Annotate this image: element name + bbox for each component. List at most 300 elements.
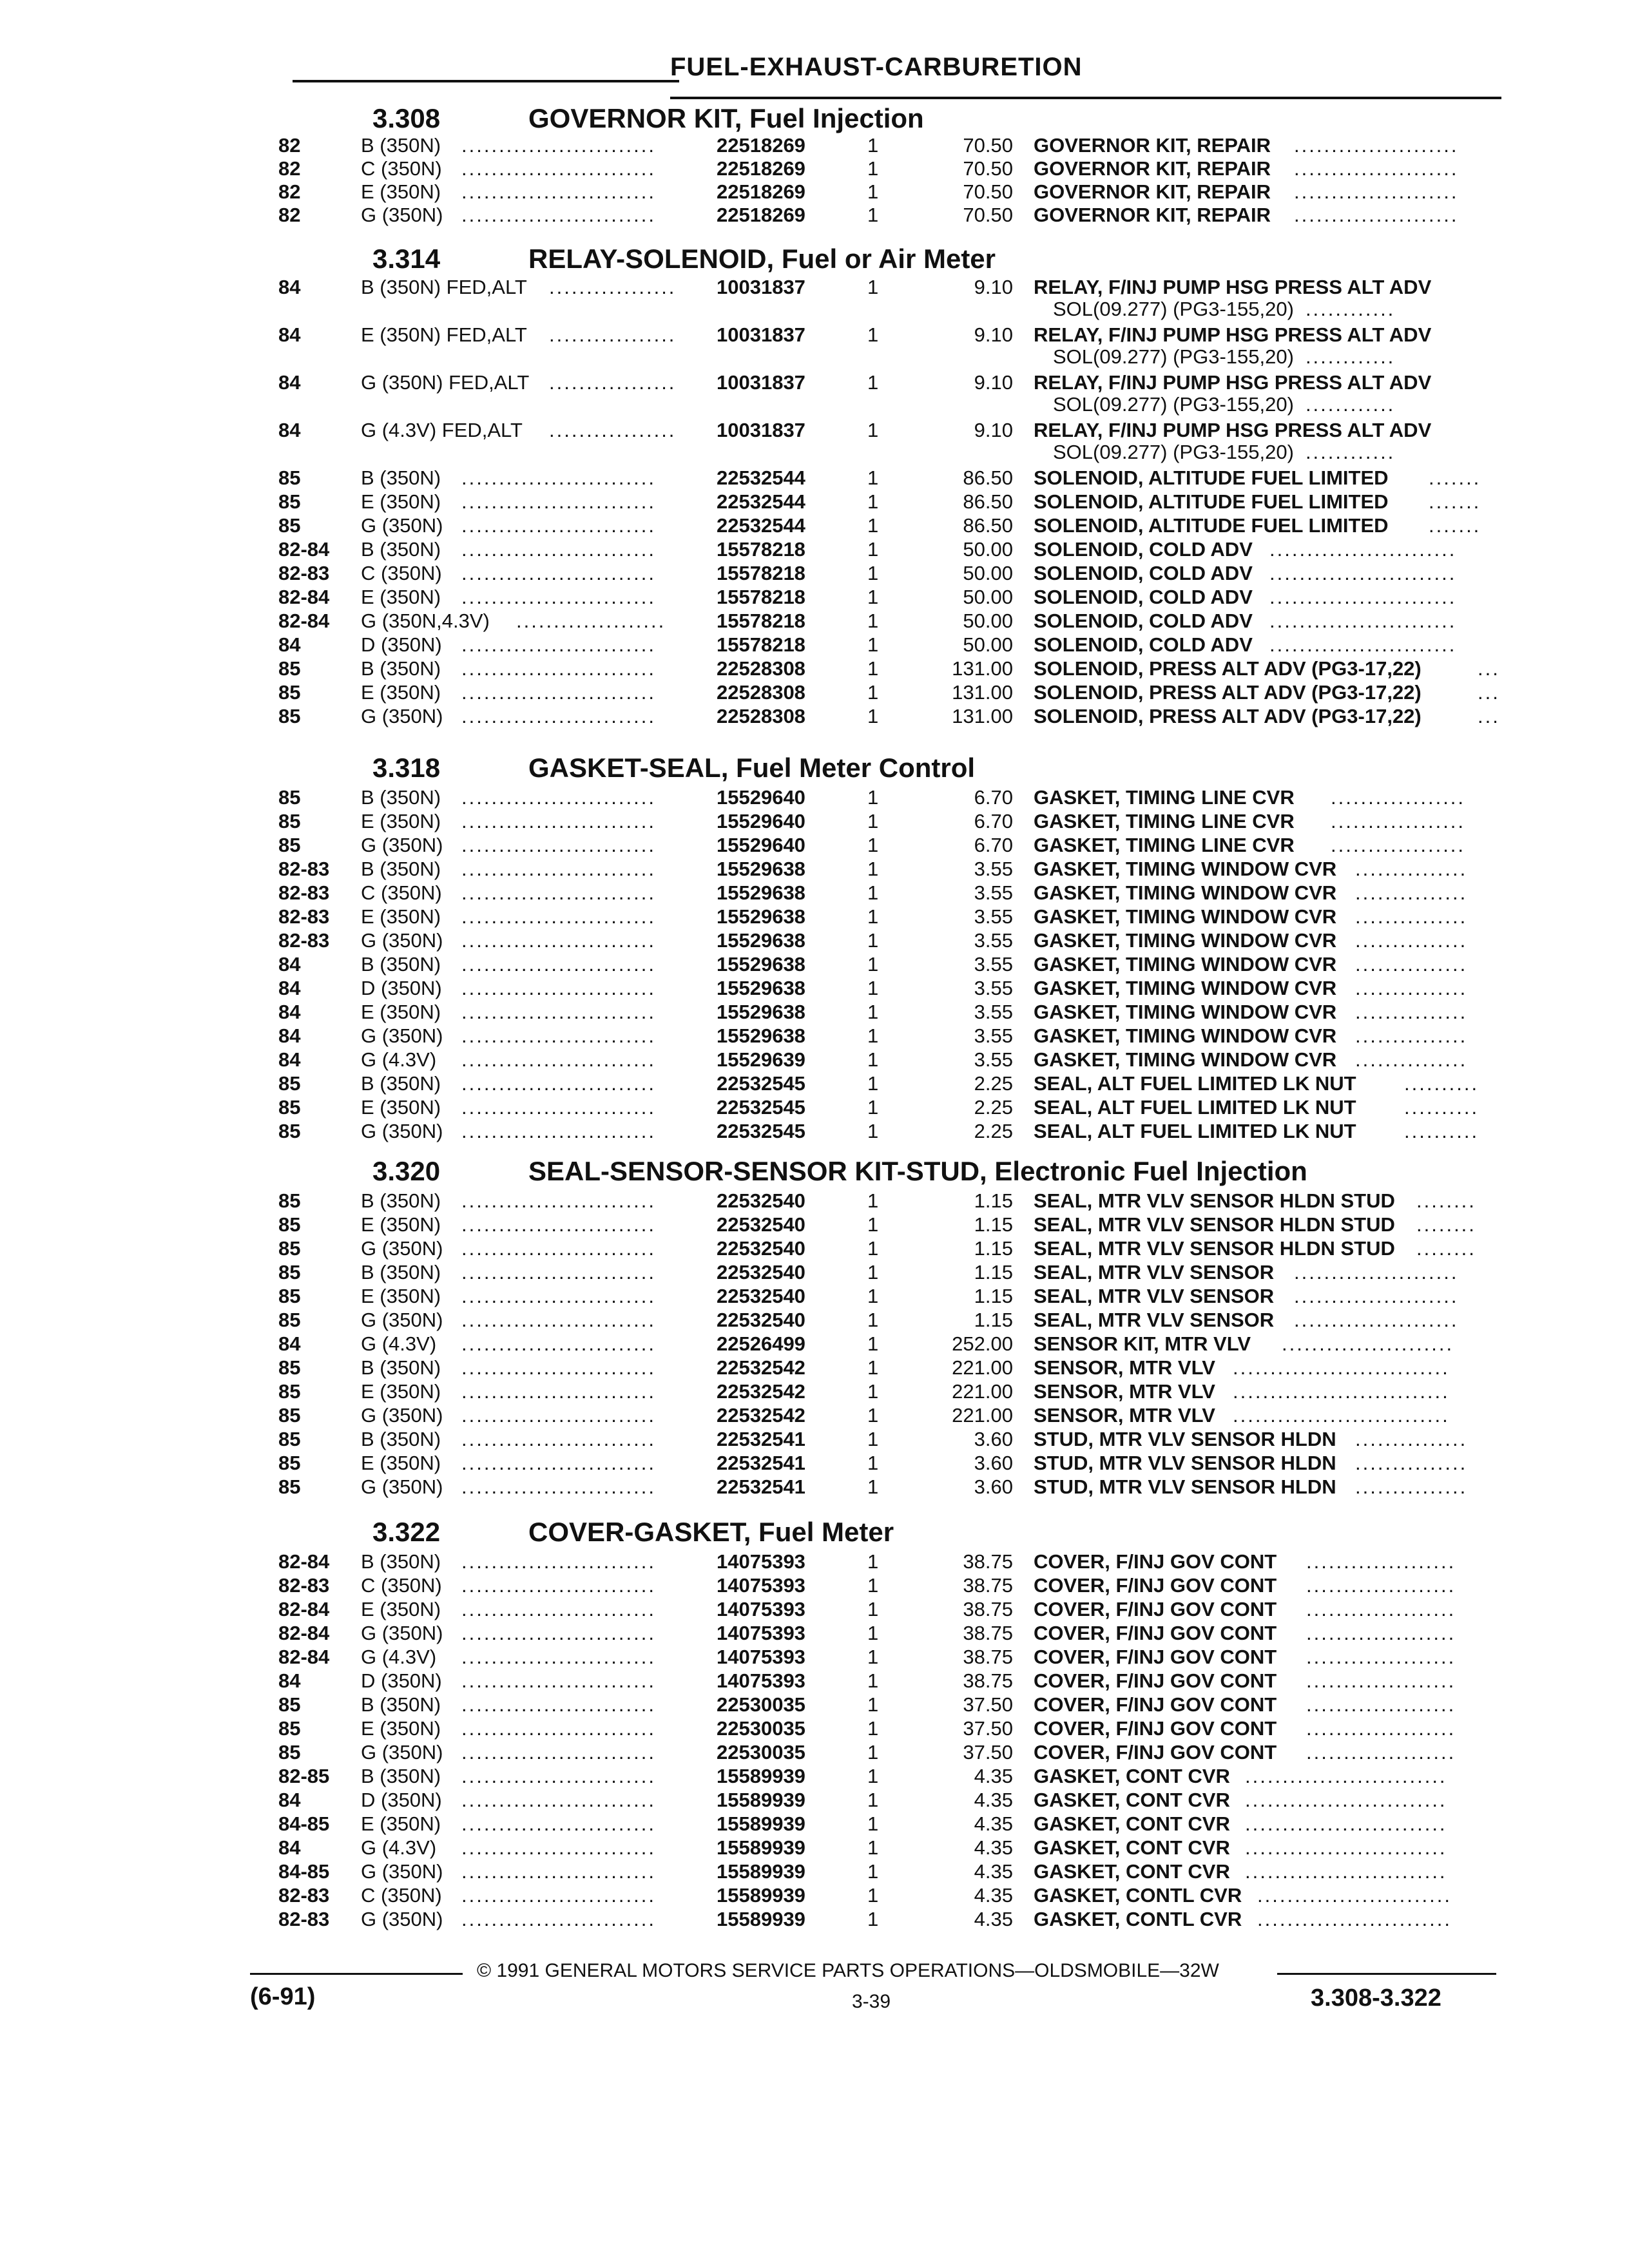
description-line-2: SOL(09.277) (PG3-155,20) (1053, 441, 1294, 463)
leader-dots: ...................... (1294, 180, 1459, 203)
table-row (0, 276, 1629, 299)
application: G (350N) (361, 1475, 443, 1498)
price: 50.00 (963, 610, 1013, 632)
model-year: 85 (278, 1428, 301, 1450)
quantity: 1 (867, 1285, 879, 1307)
footer-section-range: 3.308-3.322 (1311, 1984, 1441, 2012)
description-continuation (1053, 298, 1395, 321)
description: STUD, MTR VLV SENSOR HLDN (1034, 1452, 1336, 1474)
leader-dots: ............ (1305, 298, 1396, 320)
part-number: 22532540 (717, 1237, 805, 1260)
part-number: 15529638 (717, 953, 805, 975)
price: 2.25 (974, 1096, 1013, 1119)
leader-dots: ........................... (1245, 1812, 1447, 1835)
application: C (350N) (361, 1884, 442, 1907)
part-number: 22532542 (717, 1380, 805, 1403)
application: B (350N) (361, 1072, 441, 1095)
leader-dots: .......................... (461, 1550, 656, 1573)
application: B (350N) (361, 1428, 441, 1450)
part-number: 15589939 (717, 1908, 805, 1930)
leader-dots: .......................... (461, 180, 656, 203)
model-year: 84 (278, 371, 301, 394)
application: E (350N) (361, 1096, 441, 1119)
price: 70.50 (963, 134, 1013, 157)
quantity: 1 (867, 204, 879, 226)
leader-dots: .......................... (461, 1908, 656, 1930)
application: B (350N) (361, 1261, 441, 1283)
table-row (0, 204, 1629, 227)
leader-dots: ............ (1305, 345, 1396, 368)
description: COVER, F/INJ GOV CONT (1034, 1574, 1277, 1597)
model-year: 85 (278, 681, 301, 704)
leader-dots: .................... (1306, 1598, 1456, 1620)
table-row (0, 953, 1629, 976)
quantity: 1 (867, 834, 879, 856)
leader-dots: .......................... (461, 1812, 656, 1835)
leader-dots: .......................... (461, 1574, 656, 1597)
leader-dots: .......................... (1257, 1884, 1452, 1907)
model-year: 82-83 (278, 1574, 330, 1597)
table-row (0, 514, 1629, 537)
model-year: 82 (278, 134, 301, 157)
leader-dots: .......................... (461, 858, 656, 880)
model-year: 84 (278, 1669, 301, 1692)
description: RELAY, F/INJ PUMP HSG PRESS ALT ADV (1034, 276, 1432, 298)
application: B (350N) (361, 1765, 441, 1787)
leader-dots: ............... (1355, 1048, 1468, 1071)
model-year: 82-84 (278, 610, 330, 632)
model-year: 85 (278, 1189, 301, 1212)
leader-dots: .......................... (461, 681, 656, 704)
part-number: 22518269 (717, 204, 805, 226)
table-row (0, 1646, 1629, 1669)
leader-dots: .......................... (461, 1884, 656, 1907)
quantity: 1 (867, 1428, 879, 1450)
application: B (350N) (361, 657, 441, 680)
price: 1.15 (974, 1285, 1013, 1307)
leader-dots: ............... (1355, 953, 1468, 975)
part-number: 14075393 (717, 1574, 805, 1597)
leader-dots: .......................... (461, 1024, 656, 1047)
leader-dots: .................... (1306, 1574, 1456, 1597)
model-year: 85 (278, 490, 301, 513)
table-row (0, 1836, 1629, 1860)
model-year: 84-85 (278, 1860, 330, 1883)
model-year: 85 (278, 1096, 301, 1119)
part-number: 22532544 (717, 490, 805, 513)
model-year: 82-83 (278, 881, 330, 904)
leader-dots: ......................... (1269, 562, 1457, 584)
quantity: 1 (867, 610, 879, 632)
price: 6.70 (974, 834, 1013, 856)
model-year: 84 (278, 1001, 301, 1023)
quantity: 1 (867, 1860, 879, 1883)
part-number: 14075393 (717, 1598, 805, 1620)
description: COVER, F/INJ GOV CONT (1034, 1622, 1277, 1644)
price: 4.35 (974, 1789, 1013, 1811)
leader-dots: ............... (1355, 1024, 1468, 1047)
price: 37.50 (963, 1717, 1013, 1740)
quantity: 1 (867, 1261, 879, 1283)
table-row (0, 1024, 1629, 1048)
leader-dots: ................. (549, 419, 677, 441)
leader-dots: ............................. (1233, 1380, 1450, 1403)
model-year: 85 (278, 1309, 301, 1331)
description-line-2: SOL(09.277) (PG3-155,20) (1053, 298, 1294, 320)
description: GASKET, TIMING WINDOW CVR (1034, 905, 1337, 928)
quantity: 1 (867, 514, 879, 537)
application: E (350N) (361, 1452, 441, 1474)
leader-dots: .......................... (461, 1622, 656, 1644)
part-number: 22532542 (717, 1404, 805, 1427)
part-number: 15529639 (717, 1048, 805, 1071)
table-row (0, 681, 1629, 704)
price: 1.15 (974, 1309, 1013, 1331)
leader-dots: .......................... (461, 633, 656, 656)
quantity: 1 (867, 466, 879, 489)
quantity: 1 (867, 1452, 879, 1474)
leader-dots: ........................... (1245, 1789, 1447, 1811)
leader-dots: .......................... (461, 1261, 656, 1283)
table-row (0, 1717, 1629, 1740)
description: SEAL, MTR VLV SENSOR (1034, 1285, 1275, 1307)
part-number: 15529640 (717, 786, 805, 809)
leader-dots: ....... (1429, 514, 1481, 537)
model-year: 82-84 (278, 1598, 330, 1620)
description: GASKET, TIMING WINDOW CVR (1034, 953, 1337, 975)
table-row (0, 1574, 1629, 1597)
model-year: 85 (278, 1261, 301, 1283)
description: SOLENOID, COLD ADV (1034, 586, 1253, 608)
description: GOVERNOR KIT, REPAIR (1034, 157, 1271, 180)
application: D (350N) (361, 633, 442, 656)
quantity: 1 (867, 1001, 879, 1023)
quantity: 1 (867, 157, 879, 180)
footer-copyright: © 1991 GENERAL MOTORS SERVICE PARTS OPERATIONS—OLDSMOBILE—32W (477, 1960, 1219, 1981)
quantity: 1 (867, 929, 879, 952)
table-row (0, 562, 1629, 585)
leader-dots: ............... (1355, 1428, 1468, 1450)
model-year: 82-83 (278, 562, 330, 584)
leader-dots: .......................... (461, 490, 656, 513)
leader-dots: .......................... (461, 929, 656, 952)
table-row (0, 858, 1629, 881)
leader-dots: ... (1478, 657, 1500, 680)
leader-dots: .................... (1306, 1669, 1456, 1692)
price: 252.00 (952, 1332, 1013, 1355)
table-row (0, 1452, 1629, 1475)
price: 86.50 (963, 466, 1013, 489)
description: COVER, F/INJ GOV CONT (1034, 1717, 1277, 1740)
part-number: 22532540 (717, 1309, 805, 1331)
part-number: 22532545 (717, 1120, 805, 1142)
table-row (0, 657, 1629, 680)
leader-dots: .......................... (461, 1285, 656, 1307)
application: G (350N,4.3V) (361, 610, 490, 632)
leader-dots: .......................... (461, 466, 656, 489)
leader-dots: .......... (1404, 1072, 1480, 1095)
part-number: 22530035 (717, 1717, 805, 1740)
price: 131.00 (952, 681, 1013, 704)
application: C (350N) (361, 1574, 442, 1597)
leader-dots: ............ (1305, 441, 1396, 463)
quantity: 1 (867, 323, 879, 346)
description-line-2: SOL(09.277) (PG3-155,20) (1053, 393, 1294, 416)
quantity: 1 (867, 1622, 879, 1644)
application: E (350N) (361, 1285, 441, 1307)
table-row (0, 134, 1629, 157)
part-number: 22518269 (717, 180, 805, 203)
model-year: 84 (278, 276, 301, 298)
quantity: 1 (867, 1189, 879, 1212)
price: 86.50 (963, 490, 1013, 513)
leader-dots: .......................... (461, 1693, 656, 1716)
application: G (4.3V) (361, 1646, 437, 1668)
quantity: 1 (867, 276, 879, 298)
leader-dots: .................... (1306, 1693, 1456, 1716)
part-number: 22532541 (717, 1475, 805, 1498)
quantity: 1 (867, 1309, 879, 1331)
leader-dots: .......................... (461, 657, 656, 680)
application: E (350N) (361, 1812, 441, 1835)
price: 221.00 (952, 1356, 1013, 1379)
model-year: 82-83 (278, 905, 330, 928)
table-row (0, 1309, 1629, 1332)
quantity: 1 (867, 538, 879, 561)
leader-dots: .......................... (461, 1309, 656, 1331)
leader-dots: .................. (1331, 810, 1466, 832)
leader-dots: ....................... (1282, 1332, 1454, 1355)
leader-dots: .................. (1331, 786, 1466, 809)
leader-dots: .......................... (461, 1356, 656, 1379)
leader-dots: ...................... (1294, 1261, 1459, 1283)
price: 50.00 (963, 586, 1013, 608)
part-number: 15529638 (717, 977, 805, 999)
quantity: 1 (867, 633, 879, 656)
table-row (0, 1404, 1629, 1427)
quantity: 1 (867, 905, 879, 928)
description: SEAL, MTR VLV SENSOR (1034, 1261, 1275, 1283)
model-year: 82-84 (278, 586, 330, 608)
leader-dots: .......................... (461, 977, 656, 999)
description: GASKET, CONTL CVR (1034, 1884, 1242, 1907)
model-year: 84 (278, 1332, 301, 1355)
model-year: 84 (278, 419, 301, 441)
model-year: 84 (278, 633, 301, 656)
application: E (350N) (361, 1380, 441, 1403)
part-number: 15529638 (717, 858, 805, 880)
price: 4.35 (974, 1765, 1013, 1787)
part-number: 15589939 (717, 1812, 805, 1835)
part-number: 22532545 (717, 1096, 805, 1119)
description: GASKET, TIMING WINDOW CVR (1034, 929, 1337, 952)
description: GASKET, CONT CVR (1034, 1765, 1230, 1787)
application: B (350N) (361, 538, 441, 561)
leader-dots: ....... (1429, 466, 1481, 489)
part-number: 15529638 (717, 905, 805, 928)
table-row (0, 1001, 1629, 1024)
price: 86.50 (963, 514, 1013, 537)
section-number: 3.318 (372, 753, 441, 783)
section-number: 3.308 (372, 103, 441, 133)
quantity: 1 (867, 1332, 879, 1355)
quantity: 1 (867, 681, 879, 704)
leader-dots: .......................... (461, 1717, 656, 1740)
description: RELAY, F/INJ PUMP HSG PRESS ALT ADV (1034, 371, 1432, 394)
price: 2.25 (974, 1072, 1013, 1095)
table-row (0, 1189, 1629, 1213)
application: C (350N) (361, 881, 442, 904)
description: SEAL, MTR VLV SENSOR (1034, 1309, 1275, 1331)
model-year: 84 (278, 977, 301, 999)
table-row (0, 1884, 1629, 1907)
leader-dots: ... (1478, 705, 1500, 727)
table-row (0, 881, 1629, 905)
leader-dots: .......................... (461, 1072, 656, 1095)
description: SOLENOID, PRESS ALT ADV (PG3-17,22) (1034, 681, 1422, 704)
table-row (0, 786, 1629, 809)
application: B (350N) (361, 1356, 441, 1379)
description: SEAL, MTR VLV SENSOR HLDN STUD (1034, 1189, 1395, 1212)
application: E (350N) (361, 681, 441, 704)
model-year: 85 (278, 1213, 301, 1236)
table-row (0, 1812, 1629, 1836)
leader-dots: ...................... (1294, 1309, 1459, 1331)
quantity: 1 (867, 1765, 879, 1787)
application: G (350N) (361, 514, 443, 537)
table-row (0, 1285, 1629, 1308)
description: SENSOR, MTR VLV (1034, 1356, 1215, 1379)
model-year: 85 (278, 1072, 301, 1095)
application: G (4.3V) (361, 1048, 437, 1071)
price: 9.10 (974, 371, 1013, 394)
application: G (350N) (361, 1120, 443, 1142)
table-row (0, 1908, 1629, 1931)
part-number: 15529638 (717, 929, 805, 952)
quantity: 1 (867, 1598, 879, 1620)
footer-rule-right (1277, 1973, 1496, 1975)
leader-dots: .......................... (461, 905, 656, 928)
leader-dots: ....... (1429, 490, 1481, 513)
table-row (0, 929, 1629, 952)
description: GASKET, CONT CVR (1034, 1836, 1230, 1859)
description: GASKET, TIMING LINE CVR (1034, 810, 1295, 832)
quantity: 1 (867, 1024, 879, 1047)
table-row (0, 1789, 1629, 1812)
section-heading (0, 1517, 1629, 1548)
price: 1.15 (974, 1237, 1013, 1260)
leader-dots: .................... (516, 610, 666, 632)
table-row (0, 466, 1629, 490)
part-number: 22532541 (717, 1452, 805, 1474)
table-row (0, 1550, 1629, 1573)
leader-dots: .................... (1306, 1717, 1456, 1740)
description: COVER, F/INJ GOV CONT (1034, 1646, 1277, 1668)
model-year: 85 (278, 1380, 301, 1403)
price: 2.25 (974, 1120, 1013, 1142)
leader-dots: ........ (1416, 1237, 1476, 1260)
section-title: SEAL-SENSOR-SENSOR KIT-STUD, Electronic Fuel Injection (528, 1156, 1307, 1186)
table-row (0, 1475, 1629, 1499)
table-row (0, 1598, 1629, 1621)
table-row (0, 1072, 1629, 1095)
price: 3.55 (974, 881, 1013, 904)
footer-rule-left (250, 1973, 463, 1975)
description: SOLENOID, PRESS ALT ADV (PG3-17,22) (1034, 657, 1422, 680)
section-number: 3.320 (372, 1156, 441, 1186)
description: SOLENOID, ALTITUDE FUEL LIMITED (1034, 490, 1389, 513)
table-row (0, 586, 1629, 609)
section-title: COVER-GASKET, Fuel Meter (528, 1517, 894, 1547)
leader-dots: ......................... (1269, 586, 1457, 608)
section-heading (0, 244, 1629, 274)
price: 37.50 (963, 1693, 1013, 1716)
model-year: 84-85 (278, 1812, 330, 1835)
price: 50.00 (963, 538, 1013, 561)
leader-dots: ... (1478, 681, 1500, 704)
application: G (350N) (361, 1237, 443, 1260)
description-line-2: SOL(09.277) (PG3-155,20) (1053, 345, 1294, 368)
table-row (0, 1332, 1629, 1356)
application: G (350N) (361, 1404, 443, 1427)
part-number: 15589939 (717, 1765, 805, 1787)
leader-dots: .......................... (461, 1404, 656, 1427)
leader-dots: .................... (1306, 1646, 1456, 1668)
part-number: 22528308 (717, 705, 805, 727)
leader-dots: .......................... (1257, 1908, 1452, 1930)
model-year: 85 (278, 657, 301, 680)
part-number: 10031837 (717, 323, 805, 346)
description: COVER, F/INJ GOV CONT (1034, 1741, 1277, 1763)
description: GASKET, TIMING WINDOW CVR (1034, 1001, 1337, 1023)
leader-dots: .................. (1331, 834, 1466, 856)
application: B (350N) (361, 858, 441, 880)
part-number: 22528308 (717, 681, 805, 704)
leader-dots: ........ (1416, 1189, 1476, 1212)
price: 3.55 (974, 1024, 1013, 1047)
leader-dots: .......................... (461, 1598, 656, 1620)
description: GASKET, TIMING LINE CVR (1034, 786, 1295, 809)
leader-dots: .......................... (461, 157, 656, 180)
description: GASKET, TIMING WINDOW CVR (1034, 977, 1337, 999)
description: SEAL, ALT FUEL LIMITED LK NUT (1034, 1072, 1356, 1095)
description: GASKET, CONTL CVR (1034, 1908, 1242, 1930)
part-number: 22532544 (717, 466, 805, 489)
leader-dots: ...................... (1294, 134, 1459, 157)
leader-dots: .......... (1404, 1120, 1480, 1142)
price: 4.35 (974, 1884, 1013, 1907)
part-number: 22532545 (717, 1072, 805, 1095)
application: E (350N) (361, 586, 441, 608)
leader-dots: .......................... (461, 1332, 656, 1355)
model-year: 85 (278, 705, 301, 727)
model-year: 85 (278, 1285, 301, 1307)
quantity: 1 (867, 1693, 879, 1716)
leader-dots: ...................... (1294, 157, 1459, 180)
application: E (350N) (361, 810, 441, 832)
quantity: 1 (867, 1836, 879, 1859)
leader-dots: .......................... (461, 562, 656, 584)
part-number: 10031837 (717, 276, 805, 298)
part-number: 22532544 (717, 514, 805, 537)
leader-dots: .......................... (461, 953, 656, 975)
leader-dots: ............ (1305, 393, 1396, 416)
leader-dots: .......................... (461, 1765, 656, 1787)
description: GASKET, CONT CVR (1034, 1860, 1230, 1883)
price: 38.75 (963, 1646, 1013, 1668)
leader-dots: .......................... (461, 1646, 656, 1668)
part-number: 15529640 (717, 834, 805, 856)
